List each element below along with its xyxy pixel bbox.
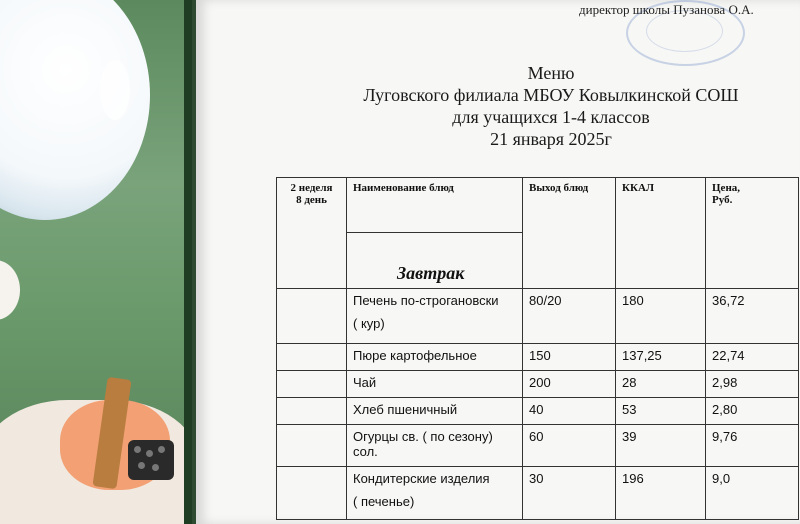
section-breakfast: Завтрак xyxy=(347,233,523,289)
cell-portion: 200 xyxy=(523,371,616,398)
dish-note: ( кур) xyxy=(353,316,385,331)
poster-frame xyxy=(184,0,192,524)
cell-empty xyxy=(277,398,347,425)
poster-bubble-shine xyxy=(100,60,130,120)
table-row xyxy=(277,398,799,425)
approval-line: директор школы Пузанова О.А. xyxy=(579,2,754,17)
heading-school: Луговского филиала МБОУ Ковылкинской СОШ xyxy=(363,85,739,105)
cell-dish: Пюре картофельное xyxy=(347,344,523,371)
cell-portion: 40 xyxy=(523,398,616,425)
cell-dish: Хлеб пшеничный xyxy=(347,398,523,425)
cell-empty xyxy=(277,425,347,467)
cell-price: 2,98 xyxy=(706,371,799,398)
cell-empty xyxy=(277,344,347,371)
cell-price: 9,76 xyxy=(706,425,799,467)
cell-kcal: 28 xyxy=(616,371,706,398)
cell-empty xyxy=(277,467,347,520)
header-price-2: Руб. xyxy=(712,194,733,206)
poster-bubble xyxy=(0,0,150,220)
menu-table xyxy=(276,177,799,520)
cell-empty xyxy=(277,289,347,344)
cell-kcal: 180 xyxy=(616,289,706,344)
dish-note: ( печенье) xyxy=(353,494,415,509)
header-dish: Наименование блюд xyxy=(347,178,523,233)
cell-price: 36,72 xyxy=(706,289,799,344)
cell-dish: Огурцы св. ( по сезону) сол. xyxy=(347,425,523,467)
header-kcal: ККАЛ xyxy=(616,178,706,289)
cell-price: 22,74 xyxy=(706,344,799,371)
header-week-day xyxy=(277,178,347,289)
cell-portion: 150 xyxy=(523,344,616,371)
cell-kcal: 196 xyxy=(616,467,706,520)
table-header-row xyxy=(277,178,799,233)
cell-kcal: 39 xyxy=(616,425,706,467)
heading-title: Меню xyxy=(527,63,575,83)
cell-price: 9,0 xyxy=(706,467,799,520)
header-price-1: Цена, xyxy=(712,182,741,194)
heading-classes: для учащихся 1-4 классов xyxy=(452,107,650,127)
cell-portion: 80/20 xyxy=(523,289,616,344)
header-portion: Выход блюд xyxy=(523,178,616,289)
table-row xyxy=(277,425,799,467)
cell-dish xyxy=(347,289,523,344)
cell-price: 2,80 xyxy=(706,398,799,425)
poster-shape xyxy=(0,260,20,320)
cell-empty xyxy=(277,371,347,398)
poster-dice xyxy=(128,440,174,480)
header-price xyxy=(706,178,799,289)
cell-portion: 60 xyxy=(523,425,616,467)
table-row xyxy=(277,344,799,371)
header-week: 2 неделя xyxy=(290,182,333,194)
menu-heading xyxy=(326,62,776,150)
cell-portion: 30 xyxy=(523,467,616,520)
menu-sheet xyxy=(196,0,800,524)
cell-kcal: 53 xyxy=(616,398,706,425)
table-row xyxy=(277,467,799,520)
table-row xyxy=(277,289,799,344)
cell-dish: Чай xyxy=(347,371,523,398)
cell-dish xyxy=(347,467,523,520)
dish-name: Печень по-строгановски xyxy=(353,293,499,308)
cell-kcal: 137,25 xyxy=(616,344,706,371)
header-day: 8 день xyxy=(296,194,327,206)
poster-background xyxy=(0,0,192,524)
heading-date: 21 января 2025г xyxy=(490,129,612,149)
table-row xyxy=(277,371,799,398)
dish-name: Кондитерские изделия xyxy=(353,471,490,486)
